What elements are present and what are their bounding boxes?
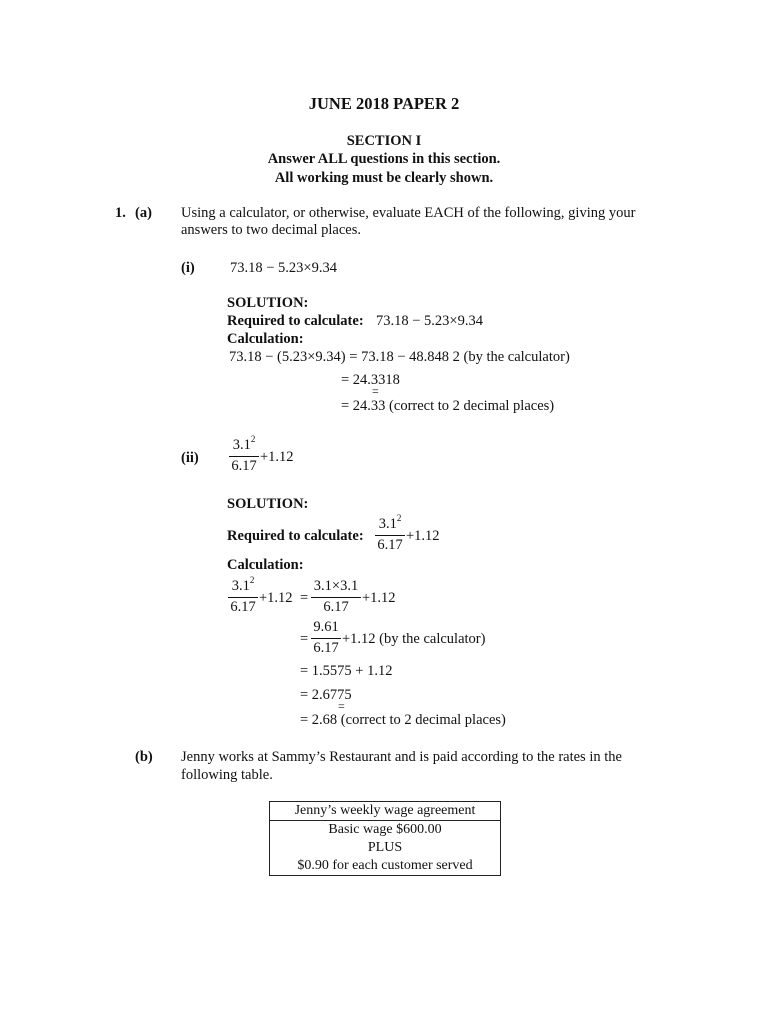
- question-number: 1.: [115, 205, 126, 221]
- part-ii-step2-tail: +1.12 (by the calculator): [342, 631, 486, 647]
- part-a-text-line2: answers to two decimal places.: [181, 222, 361, 238]
- part-ii-required-label: Required to calculate:: [227, 528, 364, 544]
- part-ii-step1-rhs-fraction: 3.1×3.1 6.17: [311, 579, 361, 614]
- part-i-step3: = 24.33 (correct to 2 decimal places): [341, 398, 555, 414]
- part-ii-required-plus: +1.12: [406, 528, 440, 544]
- part-i-calculation-label: Calculation:: [227, 331, 304, 347]
- part-i-expression: 73.18 − 5.23×9.34: [230, 260, 337, 276]
- part-i-required-expression: 73.18 − 5.23×9.34: [376, 313, 483, 329]
- part-ii-step2-fraction: 9.61 6.17: [311, 620, 341, 655]
- wage-table-row-per-customer: $0.90 for each customer served: [297, 858, 473, 873]
- part-ii-required-fraction: $3.1^2$ 6.17: [375, 517, 405, 552]
- part-ii-fraction: $3.1^2$ 6.17: [229, 438, 259, 473]
- section-heading: SECTION I: [346, 133, 422, 149]
- part-i-solution-label: SOLUTION:: [227, 295, 309, 311]
- part-i-required-label: Required to calculate:: [227, 313, 364, 329]
- wage-table-header: Jenny’s weekly wage agreement: [270, 802, 501, 821]
- part-ii-solution-label: SOLUTION:: [227, 496, 309, 512]
- section-instruction-1: Answer ALL questions in this section.: [267, 151, 501, 167]
- part-ii-step1-plus: +1.12: [259, 590, 293, 606]
- part-i-step2: = 24.3318: [341, 372, 400, 388]
- part-b-label: (b): [135, 749, 153, 765]
- part-ii-step2-equals: =: [300, 631, 309, 647]
- part-ii-step1-equals: =: [300, 590, 309, 606]
- part-a-label: (a): [135, 205, 152, 221]
- part-ii-step1-lhs-fraction: $3.1^2$ 6.17: [228, 579, 258, 614]
- part-i-step1: 73.18 − (5.23×9.34) = 73.18 − 48.848 2 (by the calculator): [229, 349, 570, 365]
- part-ii-label: (ii): [181, 450, 199, 466]
- wage-table-row-plus: PLUS: [367, 840, 403, 855]
- part-ii-step1-rhs-plus: +1.12: [362, 590, 396, 606]
- recurring-mark-2: =: [338, 699, 345, 713]
- part-i-label: (i): [181, 260, 195, 276]
- wage-agreement-table: [269, 801, 501, 876]
- paper-title: JUNE 2018 PAPER 2: [308, 94, 460, 113]
- section-instruction-2: All working must be clearly shown.: [274, 170, 494, 186]
- part-ii-step4: = 2.6775: [300, 687, 352, 703]
- part-b-text-line1: Jenny works at Sammy’s Restaurant and is paid according to the rates in the: [181, 749, 622, 765]
- part-ii-step3: = 1.5575 + 1.12: [300, 663, 393, 679]
- part-b-text-line2: following table.: [181, 767, 273, 783]
- part-a-text-line1: Using a calculator, or otherwise, evaluate EACH of the following, giving your: [181, 205, 636, 221]
- wage-table-body: [270, 821, 501, 876]
- part-ii-step5: = 2.68 (correct to 2 decimal places): [300, 712, 506, 728]
- wage-table-row-basic: Basic wage $600.00: [328, 822, 442, 837]
- part-ii-plus: +1.12: [260, 449, 294, 465]
- recurring-mark: =: [372, 384, 379, 398]
- part-ii-calculation-label: Calculation:: [227, 557, 304, 573]
